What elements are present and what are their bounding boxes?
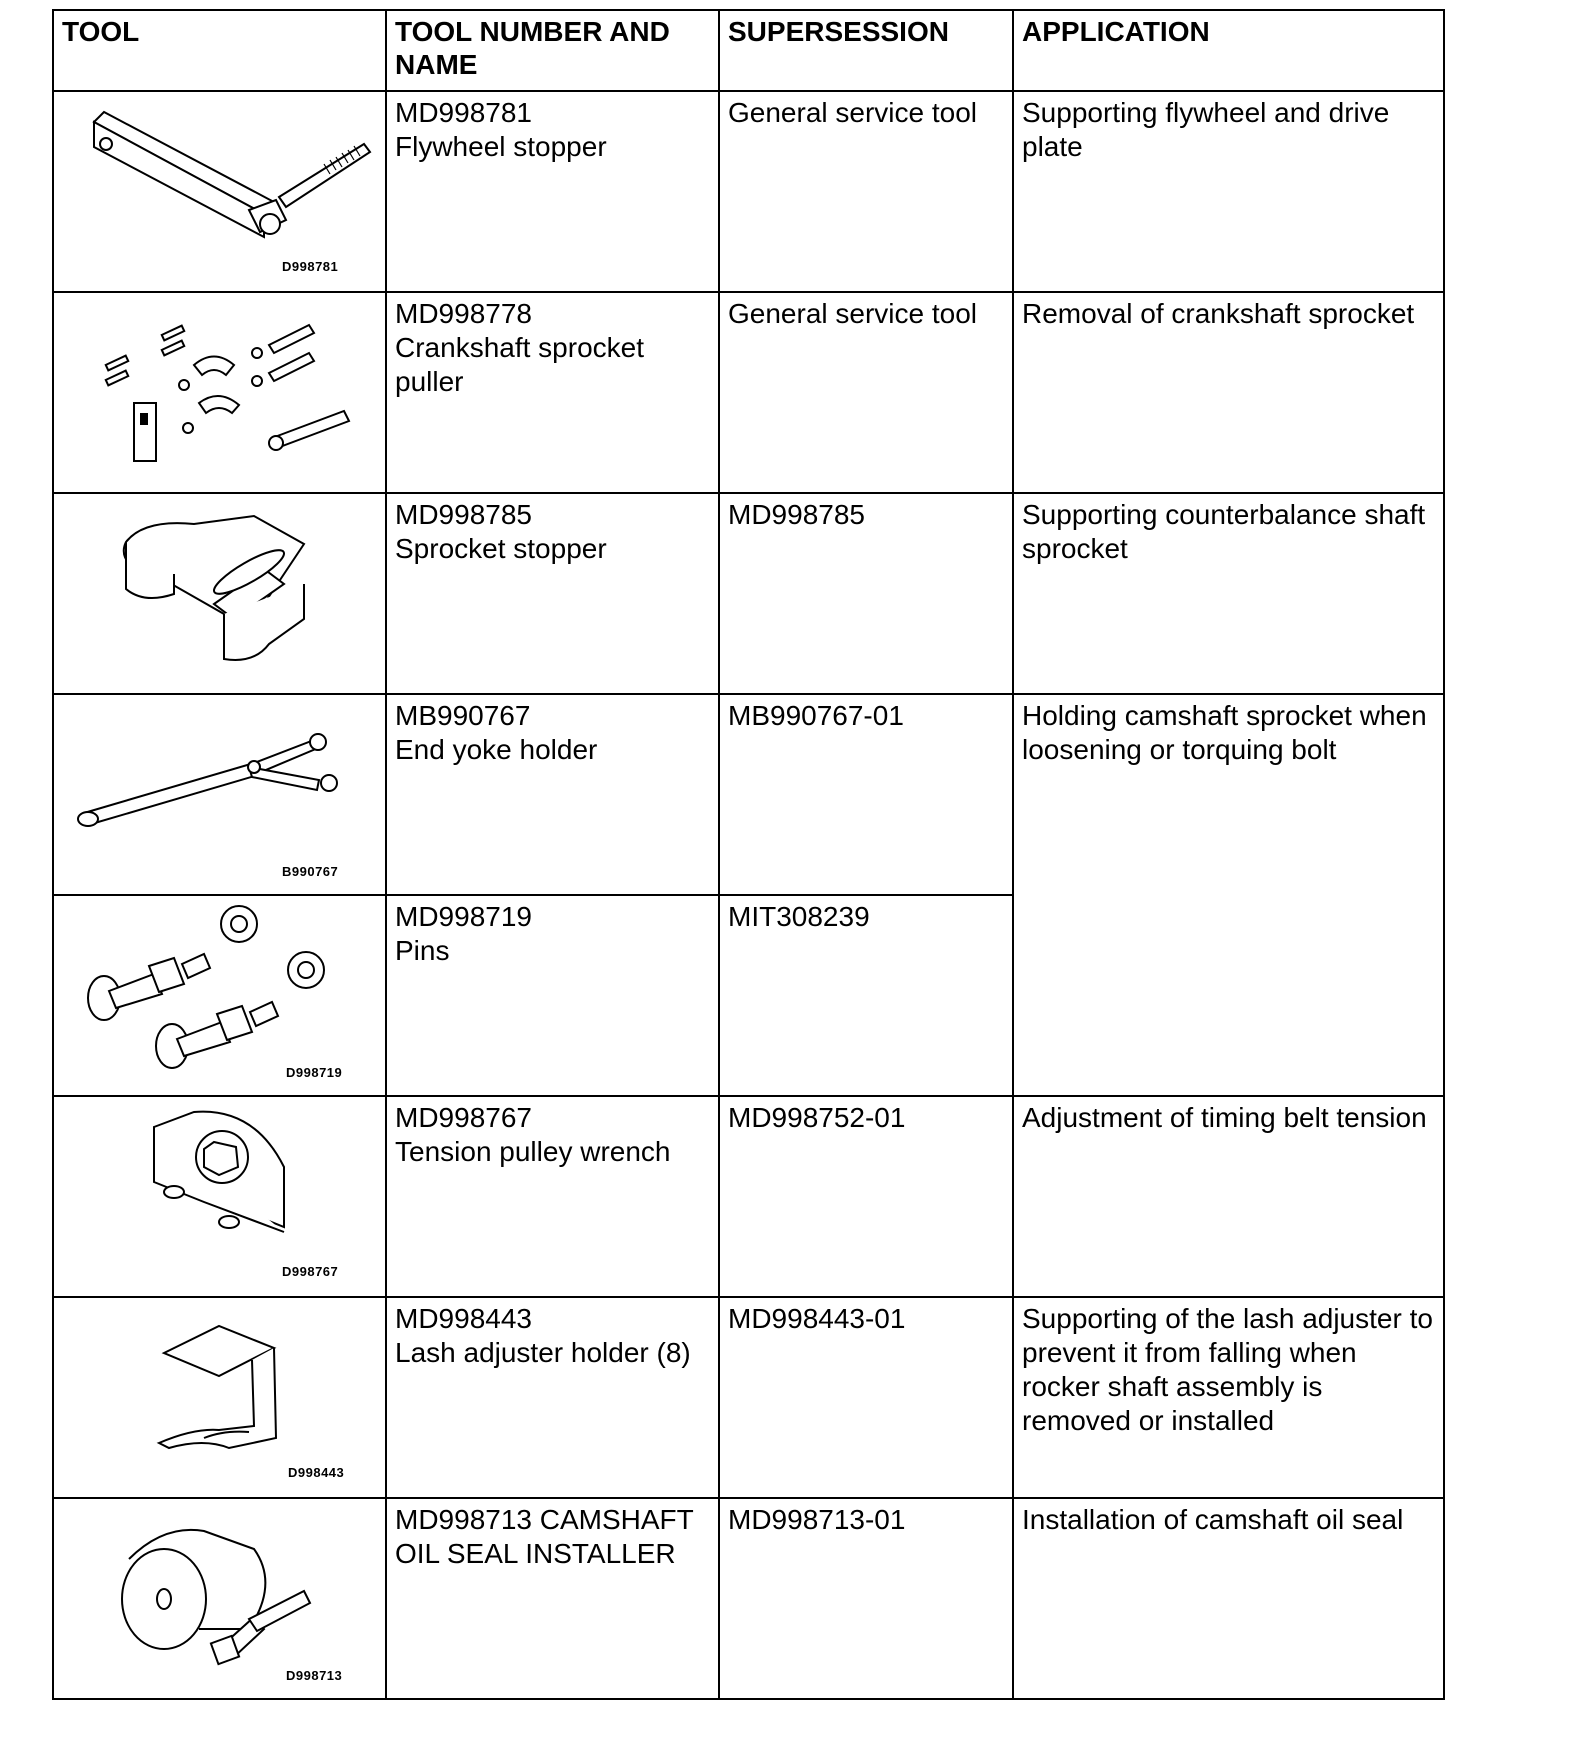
header-application: APPLICATION [1013,10,1444,91]
tool-image-cell [53,895,386,1096]
tool-name: Flywheel stopper [395,131,607,162]
tool-image-cell [53,91,386,292]
tool-number-name-cell [386,493,719,694]
table-row [53,1096,1444,1297]
supersession-cell: MIT308239 [719,895,1013,1096]
table-row [53,1498,1444,1699]
tool-image-code: D998713 [286,1668,343,1683]
tool-name: Sprocket stopper [395,533,607,564]
supersession-cell: MD998443-01 [719,1297,1013,1498]
tool-name: Crankshaft sprocket puller [395,332,644,397]
supersession-cell: General service tool [719,91,1013,292]
tool-number-name-cell [386,292,719,493]
tool-name: End yoke holder [395,734,598,765]
tool-number: MD998778 [395,298,532,329]
application-cell: Installation of camshaft oil seal [1013,1498,1444,1699]
header-row [53,10,1444,91]
application-cell: Supporting counterbalance shaft sprocket [1013,493,1444,694]
tool-number-name-cell [386,1498,719,1699]
sprocket-stopper-icon [54,494,387,692]
table-row [53,1297,1444,1498]
tool-number: MD998781 [395,97,532,128]
tool-name: OIL SEAL INSTALLER [395,1538,676,1569]
tool-number: MD998443 [395,1303,532,1334]
application-cell: Supporting of the lash adjuster to prevent it from falling when rocker shaft assembly is removed or installed [1013,1297,1444,1498]
tool-number: MD998719 [395,901,532,932]
table-row [53,91,1444,292]
tool-number: MD998713 CAMSHAFT [395,1504,694,1535]
supersession-cell: MD998785 [719,493,1013,694]
tool-name: Pins [395,935,450,966]
header-supersession: SUPERSESSION [719,10,1013,91]
tool-number-name-cell [386,694,719,895]
tool-number-name-cell [386,91,719,292]
application-cell: Removal of crankshaft sprocket [1013,292,1444,493]
tool-image-code: B990767 [282,864,339,879]
application-cell: Adjustment of timing belt tension [1013,1096,1444,1297]
supersession-cell: MD998752-01 [719,1096,1013,1297]
tool-image-code: D998767 [282,1264,339,1279]
table-row [53,292,1444,493]
tool-image-cell [53,292,386,493]
tool-number-name-cell [386,1297,719,1498]
supersession-cell: MD998713-01 [719,1498,1013,1699]
application-cell: Holding camshaft sprocket when loosening or torquing bolt [1013,694,1444,1096]
tool-image-cell [53,1498,386,1699]
tool-number-name-cell [386,895,719,1096]
tool-image-code: D998443 [288,1465,345,1480]
tool-name: Lash adjuster holder (8) [395,1337,691,1368]
application-cell: Supporting flywheel and drive plate [1013,91,1444,292]
tool-image-cell [53,1297,386,1498]
tool-name: Tension pulley wrench [395,1136,671,1167]
table-row [53,694,1444,895]
supersession-cell: General service tool [719,292,1013,493]
table-row [53,493,1444,694]
tool-image-cell [53,493,386,694]
header-tool-number-and-name: TOOL NUMBER AND NAME [386,10,719,91]
tool-image-cell [53,1096,386,1297]
crankshaft-sprocket-puller-icon [54,293,387,491]
header-tool: TOOL [53,10,386,91]
tool-number: MD998785 [395,499,532,530]
tool-number: MB990767 [395,700,531,731]
tool-number-name-cell [386,1096,719,1297]
special-tools-table [52,9,1445,1700]
tool-image-code: D998719 [286,1065,343,1080]
tool-number: MD998767 [395,1102,532,1133]
tool-image-code: D998781 [282,259,339,274]
tool-image-cell [53,694,386,895]
supersession-cell: MB990767-01 [719,694,1013,895]
